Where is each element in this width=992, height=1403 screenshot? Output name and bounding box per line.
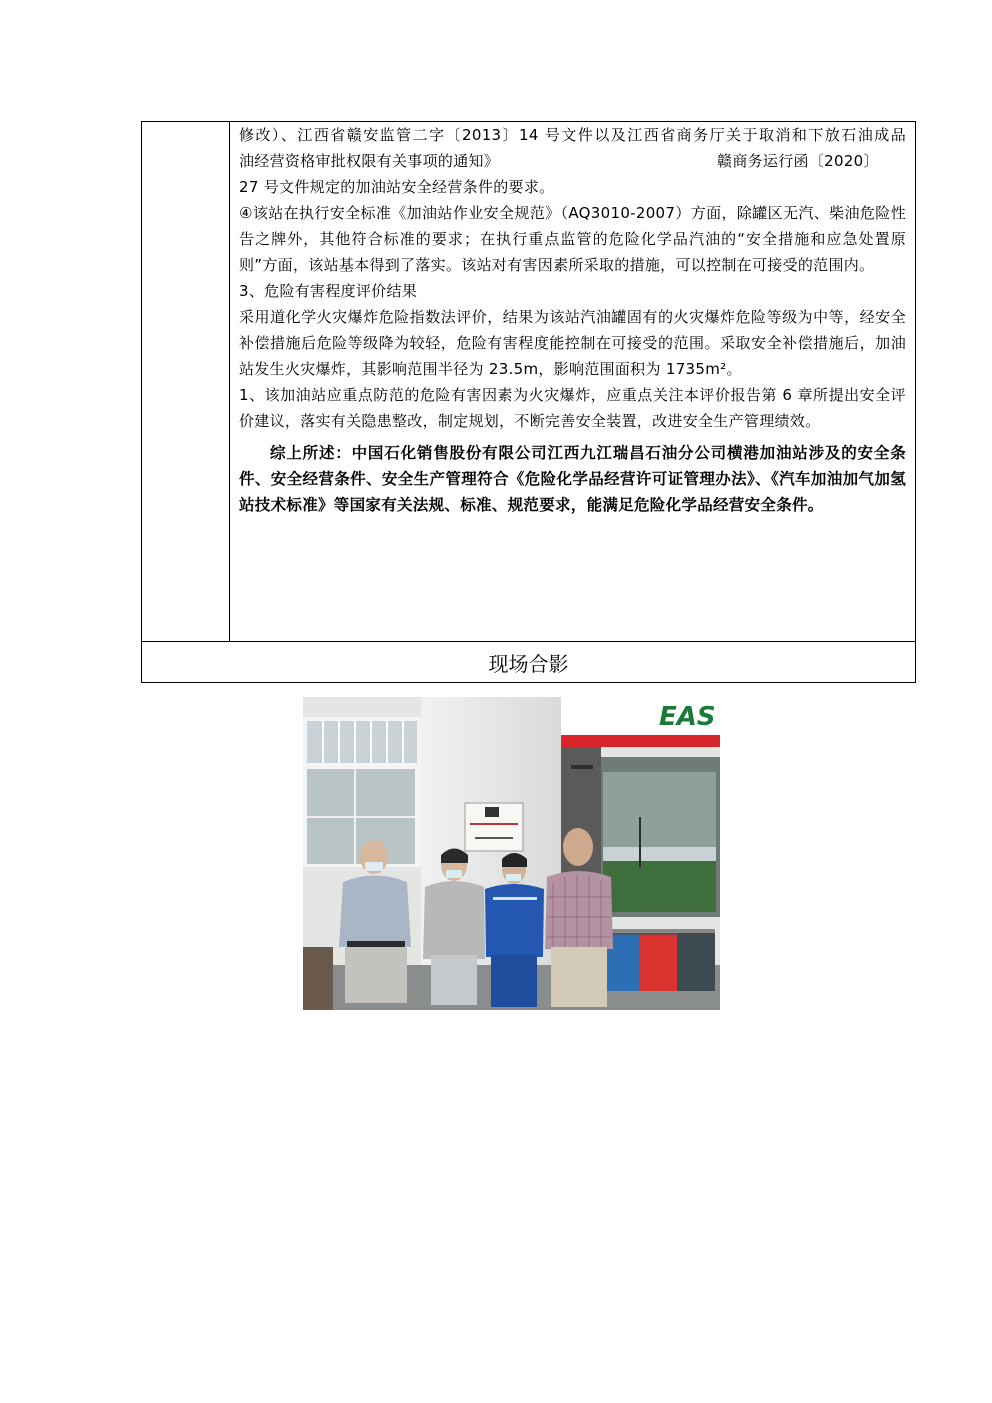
row-label-cell <box>142 122 230 641</box>
conclusion-paragraph: 综上所述：中国石化销售股份有限公司江西九江瑞昌石油分公司横港加油站涉及的安全条件、安全经营条件、安全生产管理符合《危险化学品经营许可证管理办法》、《汽车加油加气加氢站技术标准》等国家有关法规、标准、规范要求，能满足危险化学品经营安全条件。 <box>239 444 906 514</box>
text-line: 27 号文件规定的加油站安全经营条件的要求。 <box>239 178 555 196</box>
station-sign-text: EAS <box>659 702 716 732</box>
content-cell <box>230 122 915 641</box>
paragraph-recommendation: 1、该加油站应重点防范的危险有害因素为火灾爆炸，应重点关注本评价报告第 6 章所提出安全评价建议，落实有关隐患整改，制定规划，不断完善安全装置，改进安全生产管理绩效。 <box>239 386 906 430</box>
site-group-photo <box>303 697 720 1010</box>
text-line: 油经营资格审批权限有关事项的通知》 赣商务运行函〔2020〕 <box>239 152 879 170</box>
paragraph-evaluation: 采用道化学火灾爆炸危险指数法评价，结果为该站汽油罐固有的火灾爆炸危险等级为中等，经安全补偿措施后危险等级降为较轻，危险有害程度能控制在可接受的范围。采取安全补偿措施后，加油站发生火灾爆炸，其影响范围半径为 23.5m，影响范围面积为 1735m²。 <box>239 308 906 378</box>
section-title: 现场合影 <box>488 651 569 676</box>
text-line: 修改）、江西省赣安监管二字〔2013〕14 号文件以及江西省商务厅关于取消和下放石油成品 <box>239 126 906 144</box>
section-heading: 3、危险有害程度评价结果 <box>239 282 418 300</box>
evaluation-table <box>141 121 916 683</box>
paragraph-standards: ④该站在执行安全标准《加油站作业安全规范》（AQ3010-2007）方面，除罐区无汽、柴油危险性告之牌外，其他符合标准的要求；在执行重点监管的危险化学品汽油的“安全措施和应急处置原则”方面，该站基本得到了落实。该站对有害因素所采取的措施，可以控制在可接受的范围内。 <box>239 204 906 274</box>
conclusion-row <box>142 122 915 642</box>
